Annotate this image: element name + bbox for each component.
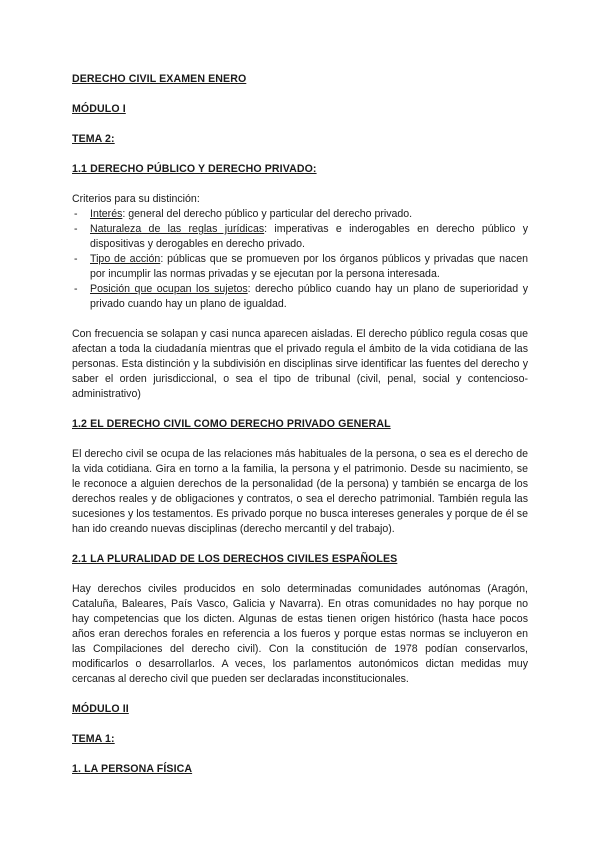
criteria-text: : imperativas e inderogables en derecho público y dispositivas y derogables en derecho privado. <box>90 223 529 250</box>
section-1-heading: 1. LA PERSONA FÍSICA <box>72 763 193 775</box>
list-item <box>72 282 528 312</box>
document-page <box>72 72 528 777</box>
list-item <box>72 252 528 282</box>
criteria-intro: Criterios para su distinción: <box>72 193 200 205</box>
criteria-text: : derecho público cuando hay un plano de superioridad y privado cuando hay un plano de igualdad. <box>90 283 528 310</box>
section-1-1-paragraph: Con frecuencia se solapan y casi nunca aparecen aisladas. El derecho público regula cosas que afectan a toda la ciudadanía mientras que el privado regula el ámbito de la vida cotidiana de las personas. Esta distinción y la subdivisión en disciplinas sirve identificar las fuentes del derecho y saber el orden jurisdiccional, o sea el tipo de tribunal (civil, penal, social y contencioso-administrativo) <box>72 328 528 400</box>
section-1-1-heading: 1.1 DERECHO PÚBLICO Y DERECHO PRIVADO: <box>72 163 317 175</box>
criteria-term: Tipo de acción <box>90 253 161 265</box>
list-item <box>72 222 528 252</box>
criteria-term: Posición que ocupan los sujetos <box>90 283 248 295</box>
section-1-2-paragraph: El derecho civil se ocupa de las relaciones más habituales de la persona, o sea es el derecho de la vida cotidiana. Gira en torno a la familia, la persona y el patrimonio. Desde su nacimiento, se le reconoce a alguien derechos de la personalidad (de la persona) y también se encarga de los derechos reales y de obligaciones y contratos, o sea el derecho patrimonial. También regula las sucesiones y los testamentos. Es privado porque no busca intereses generales y porque de él se han ido creando nuevas disciplinas (derecho mercantil y del trabajo). <box>72 448 528 535</box>
module-1-heading: MÓDULO I <box>72 103 126 115</box>
criteria-text: : públicas que se promueven por los órganos públicos y privadas que nacen por incumplir las normas privadas y se ejecutan por la persona interesada. <box>90 253 528 280</box>
section-2-1-paragraph: Hay derechos civiles producidos en solo determinadas comunidades autónomas (Aragón, Cataluña, Baleares, País Vasco, Galicia y Navarra). En otras comunidades no hay porque no hay competencias que los dicten. Algunas de estas tienen origen histórico (hasta hace pocos años eran derechos forales en referencia a los fueros y porque estas normas se incluyeron en las Compilaciones del derecho civil). Con la constitución de 1978 podían conservarlos, modificarlos o desarrollarlos. A veces, los parlamentos autonómicos dictan medidas muy cercanas al derecho civil que pueden ser declaradas inconstitucionales. <box>72 583 528 685</box>
section-2-1-heading: 2.1 LA PLURALIDAD DE LOS DERECHOS CIVILES ESPAÑOLES <box>72 553 398 565</box>
criteria-term: Interés <box>90 208 123 220</box>
tema-1-heading: TEMA 1: <box>72 733 115 745</box>
criteria-term: Naturaleza de las reglas jurídicas <box>90 223 265 235</box>
module-2-heading: MÓDULO II <box>72 703 129 715</box>
list-item <box>72 207 528 222</box>
section-1-2-heading: 1.2 EL DERECHO CIVIL COMO DERECHO PRIVADO GENERAL <box>72 418 391 430</box>
document-title: DERECHO CIVIL EXAMEN ENERO <box>72 73 247 85</box>
tema-2-heading: TEMA 2: <box>72 133 115 145</box>
criteria-text: : general del derecho público y particular del derecho privado. <box>122 208 413 220</box>
criteria-list <box>72 207 528 312</box>
